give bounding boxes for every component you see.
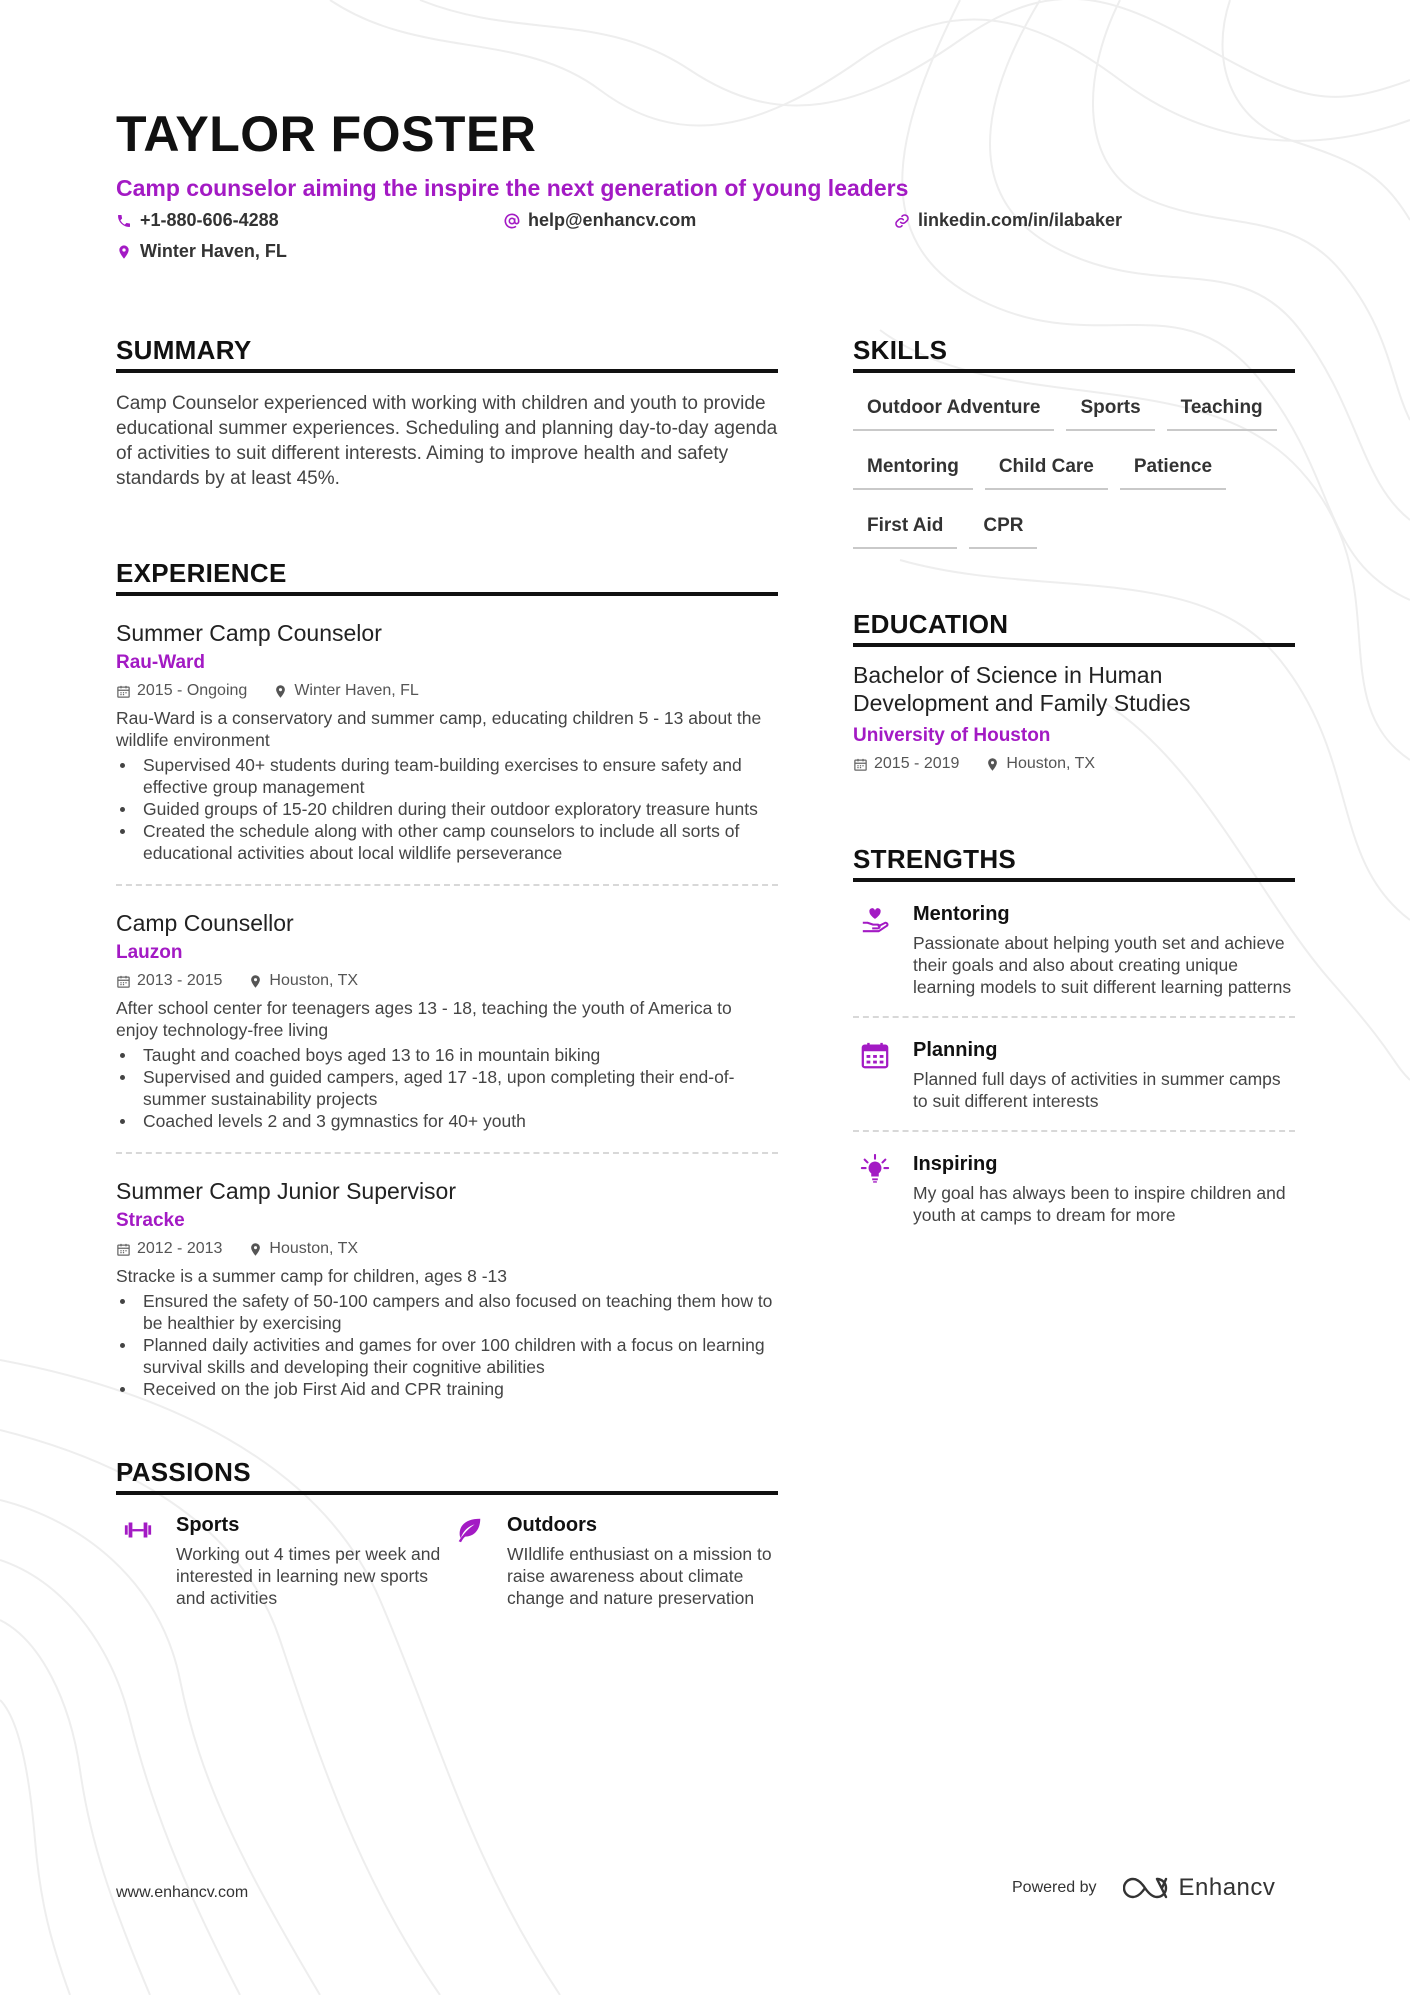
lightbulb-icon: [860, 1154, 890, 1184]
strength-title: Planning: [913, 1039, 998, 1061]
candidate-name: TAYLOR FOSTER: [116, 106, 537, 162]
contact-linkedin[interactable]: [894, 210, 1122, 231]
job-description: Stracke is a summer camp for children, ages 8 -13: [116, 1266, 507, 1286]
passion-title: Outdoors: [507, 1514, 597, 1536]
footer-website[interactable]: www.enhancv.com: [116, 1884, 249, 1901]
education-school: University of Houston: [853, 725, 1051, 746]
phone-text: +1-880-606-4288: [140, 210, 279, 230]
skill-tag: Mentoring: [853, 446, 973, 490]
enhancv-logo[interactable]: [1123, 1874, 1276, 1902]
experience-item: [116, 886, 778, 1154]
passions-heading: PASSIONS: [116, 1456, 778, 1495]
job-dates: 2015 - Ongoing: [137, 682, 248, 699]
calendar-icon: [860, 1040, 890, 1070]
job-dates: 2012 - 2013: [137, 1240, 223, 1257]
job-title: Summer Camp Junior Supervisor: [116, 1178, 457, 1204]
company-name: Stracke: [116, 1210, 185, 1231]
calendar-icon: [116, 684, 131, 699]
job-location: Winter Haven, FL: [294, 682, 419, 699]
experience-item: [116, 596, 778, 886]
strength-item: [853, 1018, 1295, 1132]
location-pin-icon: [248, 1242, 263, 1257]
email-text: help@enhancv.com: [528, 210, 697, 230]
passion-item: [447, 1513, 778, 1609]
location-pin-icon: [985, 757, 1000, 772]
job-description: Rau-Ward is a conservatory and summer camp, educating children 5 - 13 about the wildlife environment: [116, 708, 762, 750]
experience-heading: EXPERIENCE: [116, 557, 778, 596]
heart-hand-icon: [860, 904, 890, 934]
skill-tag: Patience: [1120, 446, 1226, 490]
at-icon: [504, 213, 520, 229]
passion-title: Sports: [176, 1514, 240, 1536]
job-location: Houston, TX: [269, 1240, 359, 1257]
passion-text: WIldlife enthusiast on a mission to raise awareness about climate change and nature preservation: [507, 1544, 772, 1608]
job-bullets: [116, 754, 778, 864]
location-pin-icon: [116, 244, 132, 260]
right-column: [853, 334, 1295, 1244]
company-name: Rau-Ward: [116, 652, 206, 673]
job-title: Summer Camp Counselor: [116, 620, 382, 646]
calendar-icon: [116, 974, 131, 989]
location-text: Winter Haven, FL: [140, 241, 287, 261]
summary-section: [116, 334, 778, 491]
leaf-icon: [454, 1515, 484, 1545]
education-section: [853, 608, 1295, 775]
job-bullet: Planned daily activities and games for over 100 children with a focus on learning survival skills and developing their cognitive abilities: [116, 1334, 778, 1378]
enhancv-logo-text: Enhancv: [1178, 1874, 1276, 1901]
experience-section: [116, 557, 778, 1420]
strengths-section: [853, 843, 1295, 1244]
job-bullet: Coached levels 2 and 3 gymnastics for 40+ youth: [116, 1110, 778, 1132]
passions-section: [116, 1456, 778, 1609]
strength-title: Mentoring: [913, 903, 1010, 925]
job-bullet: Ensured the safety of 50-100 campers and also focused on teaching them how to be healthier by exercising: [116, 1290, 778, 1334]
resume-header: [116, 104, 1296, 274]
strength-text: Planned full days of activities in summer camps to suit different interests: [913, 1069, 1281, 1111]
strength-item: [853, 1132, 1295, 1244]
footer-branding: [1012, 1874, 1275, 1902]
powered-by-text: Powered by: [1012, 1879, 1097, 1896]
summary-text: Camp Counselor experienced with working with children and youth to provide educational summer experiences. Scheduling and planning day-to-day agenda of activities to suit different interests. Aiming to improve health and safety standards by at least 45%.: [116, 393, 778, 489]
link-icon: [894, 213, 910, 229]
skill-tag: First Aid: [853, 505, 957, 549]
skill-tag: CPR: [969, 505, 1037, 549]
strength-text: Passionate about helping youth set and achieve their goals and also about creating unique learning models to suit different learning patterns: [913, 933, 1292, 997]
job-meta: [116, 1238, 778, 1260]
skills-heading: SKILLS: [853, 334, 1295, 373]
dumbbell-icon: [123, 1515, 153, 1545]
location-pin-icon: [248, 974, 263, 989]
contact-info: [116, 210, 1296, 274]
skill-tag: Teaching: [1167, 387, 1277, 431]
contact-location: [116, 241, 287, 262]
strength-text: My goal has always been to inspire children and youth at camps to dream for more: [913, 1183, 1286, 1225]
job-meta: [116, 680, 778, 702]
job-bullet: Received on the job First Aid and CPR training: [116, 1378, 778, 1400]
location-pin-icon: [273, 684, 288, 699]
job-location: Houston, TX: [269, 972, 359, 989]
experience-item: [116, 1154, 778, 1420]
job-bullet: Supervised 40+ students during team-building exercises to ensure safety and effective group management: [116, 754, 778, 798]
strength-item: [853, 882, 1295, 1018]
contact-email[interactable]: [504, 210, 696, 231]
linkedin-text: linkedin.com/in/ilabaker: [918, 210, 1123, 230]
summary-heading: SUMMARY: [116, 334, 778, 373]
skills-section: [853, 334, 1295, 564]
skill-tag: Child Care: [985, 446, 1108, 490]
strengths-heading: STRENGTHS: [853, 843, 1295, 882]
education-heading: EDUCATION: [853, 608, 1295, 647]
passion-text: Working out 4 times per week and interested in learning new sports and activities: [176, 1544, 441, 1608]
enhancv-logo-icon: [1123, 1875, 1171, 1901]
skill-tag: Sports: [1066, 387, 1154, 431]
passions-list: [116, 1513, 778, 1609]
education-location: Houston, TX: [1006, 755, 1096, 772]
left-column: [116, 334, 778, 1609]
job-bullets: [116, 1044, 778, 1132]
strength-title: Inspiring: [913, 1153, 998, 1175]
education-meta: [853, 753, 1295, 775]
job-bullet: Guided groups of 15-20 children during their outdoor exploratory treasure hunts: [116, 798, 778, 820]
job-title: Camp Counsellor: [116, 910, 294, 936]
contact-phone[interactable]: [116, 210, 279, 231]
candidate-tagline: Camp counselor aiming the inspire the next generation of young leaders: [116, 175, 909, 201]
job-bullets: [116, 1290, 778, 1400]
job-description: After school center for teenagers ages 13 - 18, teaching the youth of America to enjoy technology-free living: [116, 998, 732, 1040]
calendar-icon: [853, 757, 868, 772]
skills-list: [853, 387, 1295, 564]
education-dates: 2015 - 2019: [874, 755, 960, 772]
job-dates: 2013 - 2015: [137, 972, 223, 989]
phone-icon: [116, 213, 132, 229]
job-bullet: Supervised and guided campers, aged 17 -18, upon completing their end-of-summer sustainability projects: [116, 1066, 778, 1110]
education-degree: Bachelor of Science in Human Development and Family Studies: [853, 662, 1191, 716]
passion-item: [116, 1513, 447, 1609]
calendar-icon: [116, 1242, 131, 1257]
job-bullet: Taught and coached boys aged 13 to 16 in mountain biking: [116, 1044, 778, 1066]
company-name: Lauzon: [116, 942, 183, 963]
skill-tag: Outdoor Adventure: [853, 387, 1054, 431]
job-meta: [116, 970, 778, 992]
job-bullet: Created the schedule along with other camp counselors to include all sorts of educational activities about local wildlife perseverance: [116, 820, 778, 864]
